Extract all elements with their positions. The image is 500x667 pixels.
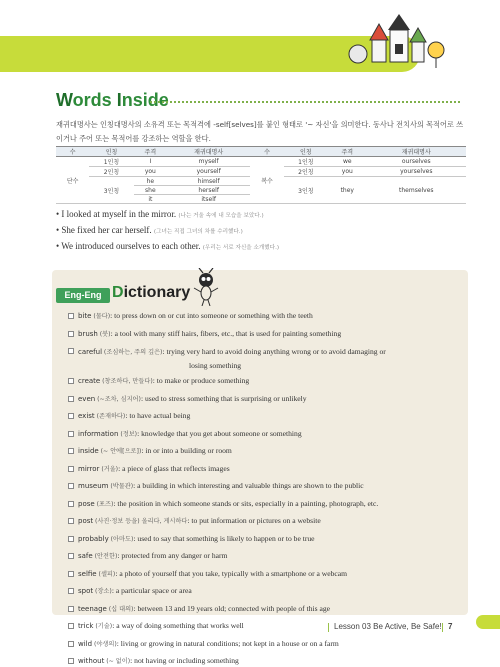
- dictionary-entry: [68, 343, 460, 373]
- table-header: 재귀대명사: [167, 147, 250, 157]
- entry-word: teenage: [78, 604, 107, 613]
- entry-word: careful: [78, 348, 103, 356]
- entry-word: brush: [78, 329, 98, 338]
- entry-korean: (안전한): [94, 553, 118, 560]
- table-cell: yourself: [167, 167, 250, 177]
- checkbox-icon: [68, 313, 74, 319]
- entry-definition: : knowledge that you get about someone or something: [137, 428, 302, 438]
- example-korean: (그녀는 직접 그녀의 차를 수리했다.): [153, 229, 243, 235]
- entry-korean: (거울): [101, 465, 119, 473]
- checkbox-icon: [68, 553, 74, 559]
- dictionary-entry: [68, 373, 460, 391]
- dictionary-entry: [68, 461, 460, 479]
- table-cell: we: [328, 157, 367, 167]
- checkbox-icon: [68, 466, 74, 472]
- table-cell: themselves: [367, 177, 466, 204]
- table-cell: I: [134, 157, 167, 167]
- entry-definition: : a tool with many stiff hairs, fibers, etc., that is used for painting something: [110, 328, 342, 338]
- page-edge-tab: [476, 615, 500, 629]
- number-cell-plural: 복수: [250, 157, 283, 204]
- entry-word: inside: [78, 447, 99, 455]
- entry-word: mirror: [78, 464, 100, 473]
- entry-word: pose: [78, 499, 95, 508]
- entry-korean: (~조차, 심지어): [97, 395, 141, 403]
- entry-korean: (박물관): [110, 483, 134, 490]
- table-cell: 3인칭: [89, 177, 133, 204]
- dictionary-entry: [68, 601, 460, 619]
- table-cell: myself: [167, 157, 250, 167]
- checkbox-icon: [68, 623, 74, 629]
- checkbox-icon: [68, 571, 74, 577]
- entry-word: selfie: [78, 569, 97, 578]
- entry-definition: : a photo of yourself that you take, typically with a smartphone or a webcam: [115, 568, 348, 578]
- title-letter: I: [116, 90, 122, 110]
- dictionary-entry: [68, 583, 460, 601]
- example-line: [56, 239, 466, 255]
- table-cell: he: [134, 177, 167, 186]
- checkbox-icon: [68, 658, 74, 664]
- entry-definition: : a particular space or area: [111, 586, 192, 595]
- page-footer: [300, 622, 470, 634]
- entry-definition: : used to stress something that is surprising or unlikely: [140, 393, 307, 403]
- entry-word: even: [78, 394, 96, 403]
- example-line: [56, 207, 466, 223]
- example-korean: (나는 거울 속에 내 모습을 보았다.): [178, 213, 264, 219]
- entry-definition: : in or into a building or room: [141, 446, 232, 455]
- entry-korean: (야생의): [93, 640, 117, 648]
- dictionary-entry: [68, 566, 460, 584]
- entry-korean: (~ 안에[으로]): [100, 448, 142, 455]
- entry-word: bite: [78, 312, 92, 320]
- dictionary-entry: [68, 513, 460, 531]
- title-letter: W: [56, 90, 73, 110]
- checkbox-icon: [68, 501, 74, 507]
- checkbox-icon: [68, 431, 74, 437]
- entry-korean: (조심하는, 주의 깊은): [103, 349, 163, 356]
- top-banner: [0, 36, 500, 72]
- table-header: 주격: [134, 147, 167, 157]
- dictionary-entry: [68, 326, 460, 344]
- table-cell: 2인칭: [284, 167, 328, 177]
- entry-korean: (포즈): [96, 500, 114, 508]
- checkbox-icon: [68, 606, 74, 612]
- dictionary-entries: [68, 308, 460, 667]
- checkbox-icon: [68, 518, 74, 524]
- table-cell: 1인칭: [284, 157, 328, 167]
- dictionary-entry: [68, 443, 460, 461]
- dictionary-entry: [68, 426, 460, 444]
- entry-korean: (사진·정보 등을) 올리다, 게시하다: [95, 518, 188, 525]
- entry-definition: : used to say that something is likely to happen or to be true: [133, 533, 315, 543]
- entry-korean: (기술): [95, 623, 113, 630]
- checkbox-icon: [68, 348, 74, 354]
- entry-korean: (장소): [95, 588, 112, 595]
- table-header: 인칭: [89, 147, 133, 157]
- dictionary-entry: [68, 531, 460, 549]
- checkbox-icon: [68, 396, 74, 402]
- castle-illustration-icon: [340, 10, 450, 72]
- title-letter: D: [112, 284, 124, 301]
- table-cell: 3인칭: [284, 177, 328, 204]
- grammar-description: 재귀대명사는 인칭대명사의 소유격 또는 목적격에 -self[selves]를 붙인 형태로 '~ 자신'을 의미한다. 동사나 전치사의 목적어로 쓰이거나 주어 또는 목적어를 강조하는 역할을 한다.: [56, 120, 464, 143]
- dictionary-entry: [68, 478, 460, 496]
- dictionary-entry: [68, 653, 460, 667]
- checkbox-icon: [68, 413, 74, 419]
- table-cell: itself: [167, 195, 250, 204]
- table-cell: you: [328, 167, 367, 177]
- title-part: ictionary: [123, 284, 191, 301]
- table-cell: it: [134, 195, 167, 204]
- entry-word: exist: [78, 412, 95, 420]
- bug-mascot-icon: [188, 268, 224, 306]
- entry-definition: : not having or including something: [130, 656, 239, 665]
- entry-definition: : the position in which someone stands or sits, especially in a painting, photograph, etc.: [113, 498, 379, 508]
- entry-definition: : to make or produce something: [152, 376, 250, 385]
- entry-korean: (정보): [120, 430, 138, 438]
- dictionary-entry: [68, 636, 460, 654]
- entry-korean: (십 대의): [108, 605, 134, 613]
- checkbox-icon: [68, 331, 74, 337]
- dictionary-entry: [68, 408, 460, 426]
- table-cell: herself: [167, 186, 250, 195]
- entry-word: information: [78, 429, 119, 438]
- table-cell: they: [328, 177, 367, 204]
- number-cell-singular: 단수: [56, 157, 89, 204]
- checkbox-icon: [68, 448, 74, 454]
- dictionary-entry: [68, 391, 460, 409]
- entry-definition-continued: losing something: [189, 361, 242, 370]
- footer-separator: [328, 623, 329, 632]
- entry-definition: : a piece of glass that reflects images: [118, 463, 230, 473]
- table-cell: she: [134, 186, 167, 195]
- page-number: 7: [448, 622, 453, 631]
- entry-word: probably: [78, 534, 109, 543]
- table-header: 주격: [328, 147, 367, 157]
- title-part: ords: [72, 90, 117, 110]
- footer-separator: [442, 623, 443, 632]
- entry-definition: : a building in which interesting and valuable things are shown to the public: [133, 481, 364, 490]
- table-header: 수: [250, 147, 283, 157]
- entry-korean: (아마도): [110, 535, 134, 543]
- table-cell: yourselves: [367, 167, 466, 177]
- lesson-label: Lesson 03 Be Active, Be Safe!: [334, 622, 442, 631]
- example-english: • I looked at myself in the mirror.: [56, 209, 177, 219]
- dictionary-title: [112, 284, 190, 302]
- table-header-row: [56, 147, 466, 157]
- example-english: • We introduced ourselves to each other.: [56, 241, 201, 251]
- entry-korean: (물다): [93, 313, 111, 320]
- entry-korean: (창조하다, 만들다): [102, 378, 153, 385]
- title-part: nside: [121, 90, 169, 110]
- entry-definition: : between 13 and 19 years old; connected with people of this age: [133, 603, 331, 613]
- dictionary-entry: [68, 496, 460, 514]
- entry-korean: (셀피): [98, 570, 116, 578]
- entry-definition: : a way of doing something that works well: [112, 621, 244, 630]
- entry-definition: : protected from any danger or harm: [117, 551, 228, 560]
- entry-korean: (~ 없이): [106, 658, 131, 665]
- eng-eng-tag: Eng-Eng: [56, 288, 110, 303]
- table-header: 인칭: [284, 147, 328, 157]
- entry-word: post: [78, 517, 94, 525]
- dotted-divider: [150, 101, 460, 103]
- example-english: • She fixed her car herself.: [56, 225, 152, 235]
- table-header: 수: [56, 147, 89, 157]
- dictionary-entry: [68, 548, 460, 566]
- entry-word: museum: [78, 482, 109, 490]
- example-sentences: [56, 207, 466, 255]
- entry-word: spot: [78, 587, 94, 595]
- table-cell: 1인칭: [89, 157, 133, 167]
- checkbox-icon: [68, 378, 74, 384]
- checkbox-icon: [68, 641, 74, 647]
- entry-korean: (붓): [99, 330, 111, 338]
- reflexive-pronoun-table: [56, 146, 466, 204]
- checkbox-icon: [68, 483, 74, 489]
- entry-korean: (존재하다): [96, 413, 126, 420]
- entry-word: without: [78, 657, 105, 665]
- table-cell: 2인칭: [89, 167, 133, 177]
- entry-definition: : living or growing in natural conditions; not kept in a house or on a farm: [116, 638, 339, 648]
- entry-word: create: [78, 377, 101, 385]
- table-cell: ourselves: [367, 157, 466, 167]
- entry-definition: : to press down on or cut into someone or something with the teeth: [110, 311, 313, 320]
- entry-definition: : to have actual being: [125, 411, 191, 420]
- example-korean: (우리는 서로 자신을 소개했다.): [202, 245, 280, 251]
- checkbox-icon: [68, 536, 74, 542]
- table-header: 재귀대명사: [367, 147, 466, 157]
- checkbox-icon: [68, 588, 74, 594]
- table-row: [56, 157, 466, 167]
- entry-word: safe: [78, 552, 93, 560]
- table-cell: you: [134, 167, 167, 177]
- entry-word: trick: [78, 622, 94, 630]
- entry-word: wild: [78, 639, 93, 648]
- example-line: [56, 223, 466, 239]
- entry-definition: : trying very hard to avoid doing anything wrong or to avoid damaging or: [162, 347, 386, 356]
- entry-definition: : to put information or pictures on a website: [187, 516, 321, 525]
- dictionary-entry: [68, 308, 460, 326]
- table-cell: himself: [167, 177, 250, 186]
